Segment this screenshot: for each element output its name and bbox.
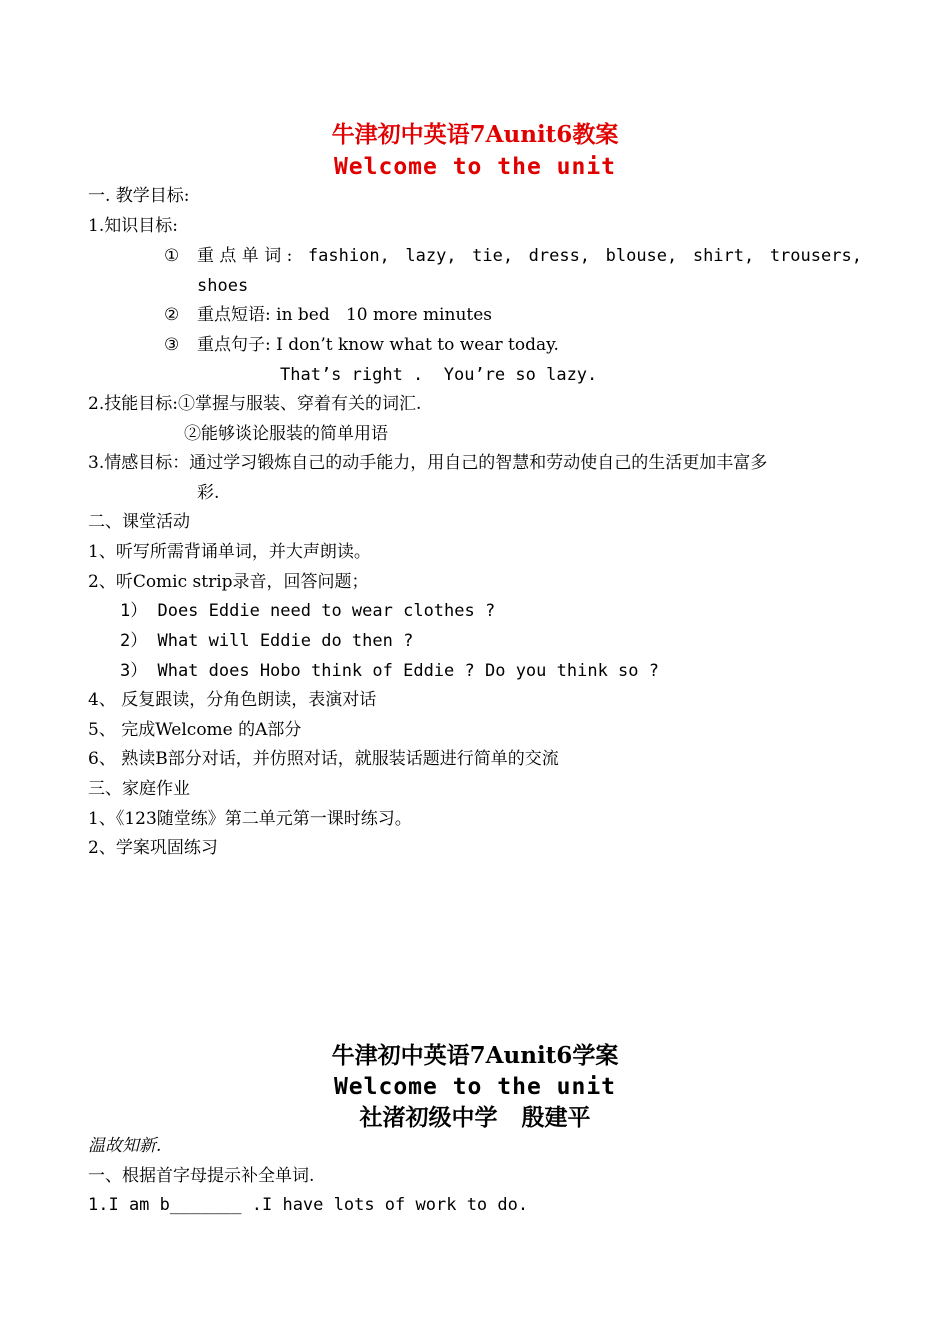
- question-item: 3） What does Hobo think of Eddie ? Do you think so ?: [120, 661, 659, 681]
- key-word: tie,: [472, 246, 514, 266]
- key-word: shirt,: [692, 246, 755, 266]
- key-word: dress,: [528, 246, 591, 266]
- activity-item: 5、 完成Welcome 的A部分: [88, 720, 302, 740]
- activity-item: 6、 熟读B部分对话，并仿照对话，就服装话题进行简单的交流: [88, 749, 559, 769]
- key-word: blouse,: [605, 246, 678, 266]
- section-objectives-heading: 一. 教学目标:: [88, 186, 190, 206]
- skill-objectives-line: 2.技能目标:①掌握与服装、穿着有关的词汇.: [88, 394, 422, 414]
- key-sentences-line: 重点句子: I don’t know what to wear today.: [197, 335, 559, 355]
- section-homework-heading: 三、家庭作业: [88, 779, 190, 799]
- key-word-last: shoes: [197, 276, 249, 296]
- key-words-label: 重 点 单 词 :: [197, 246, 293, 266]
- emotion-objectives-line: 3.情感目标：通过学习锻炼自己的动手能力，用自己的智慧和劳动使自己的生活更加丰富多: [88, 453, 768, 473]
- activity-item: 4、 反复跟读，分角色朗读，表演对话: [88, 690, 377, 710]
- marker-2: ②: [164, 305, 180, 325]
- section-activities-heading: 二、课堂活动: [88, 512, 190, 532]
- key-word: lazy,: [405, 246, 457, 266]
- marker-3: ③: [164, 335, 180, 355]
- exercise-item: 1.I am b_______ .I have lots of work to do.: [88, 1195, 529, 1215]
- key-phrases-line: 重点短语: in bed 10 more minutes: [197, 305, 493, 325]
- activity-item: 1、听写所需背诵单词，并大声朗读。: [88, 542, 371, 562]
- key-sentences-line-2: That’s right . You’re so lazy.: [280, 365, 598, 385]
- study-plan-subtitle: Welcome to the unit: [333, 1074, 617, 1100]
- study-plan-author: 社渚初级中学 殷建平: [359, 1104, 591, 1131]
- homework-item: 2、学案巩固练习: [88, 838, 218, 858]
- key-word: trousers,: [769, 246, 862, 266]
- marker-1: ①: [164, 246, 180, 266]
- lesson-plan-subtitle: Welcome to the unit: [333, 154, 617, 180]
- key-words-line: [197, 245, 862, 267]
- lesson-plan-title: 牛津初中英语7Aunit6教案: [331, 121, 619, 148]
- activity-item: 2、听Comic strip录音，回答问题；: [88, 572, 369, 592]
- review-heading: 温故知新.: [88, 1136, 162, 1156]
- study-plan-title: 牛津初中英语7Aunit6学案: [331, 1042, 619, 1069]
- emotion-objectives-line-2: 彩.: [197, 483, 220, 503]
- question-item: 1） Does Eddie need to wear clothes ?: [120, 601, 496, 621]
- skill-objectives-line-2: ②能够谈论服装的简单用语: [184, 424, 388, 444]
- exercise-part-heading: 一、根据首字母提示补全单词.: [88, 1166, 315, 1186]
- homework-item: 1、《123随堂练》第二单元第一课时练习。: [88, 809, 412, 829]
- question-item: 2） What will Eddie do then ?: [120, 631, 414, 651]
- key-word: fashion,: [307, 246, 390, 266]
- knowledge-objectives-heading: 1.知识目标:: [88, 216, 178, 236]
